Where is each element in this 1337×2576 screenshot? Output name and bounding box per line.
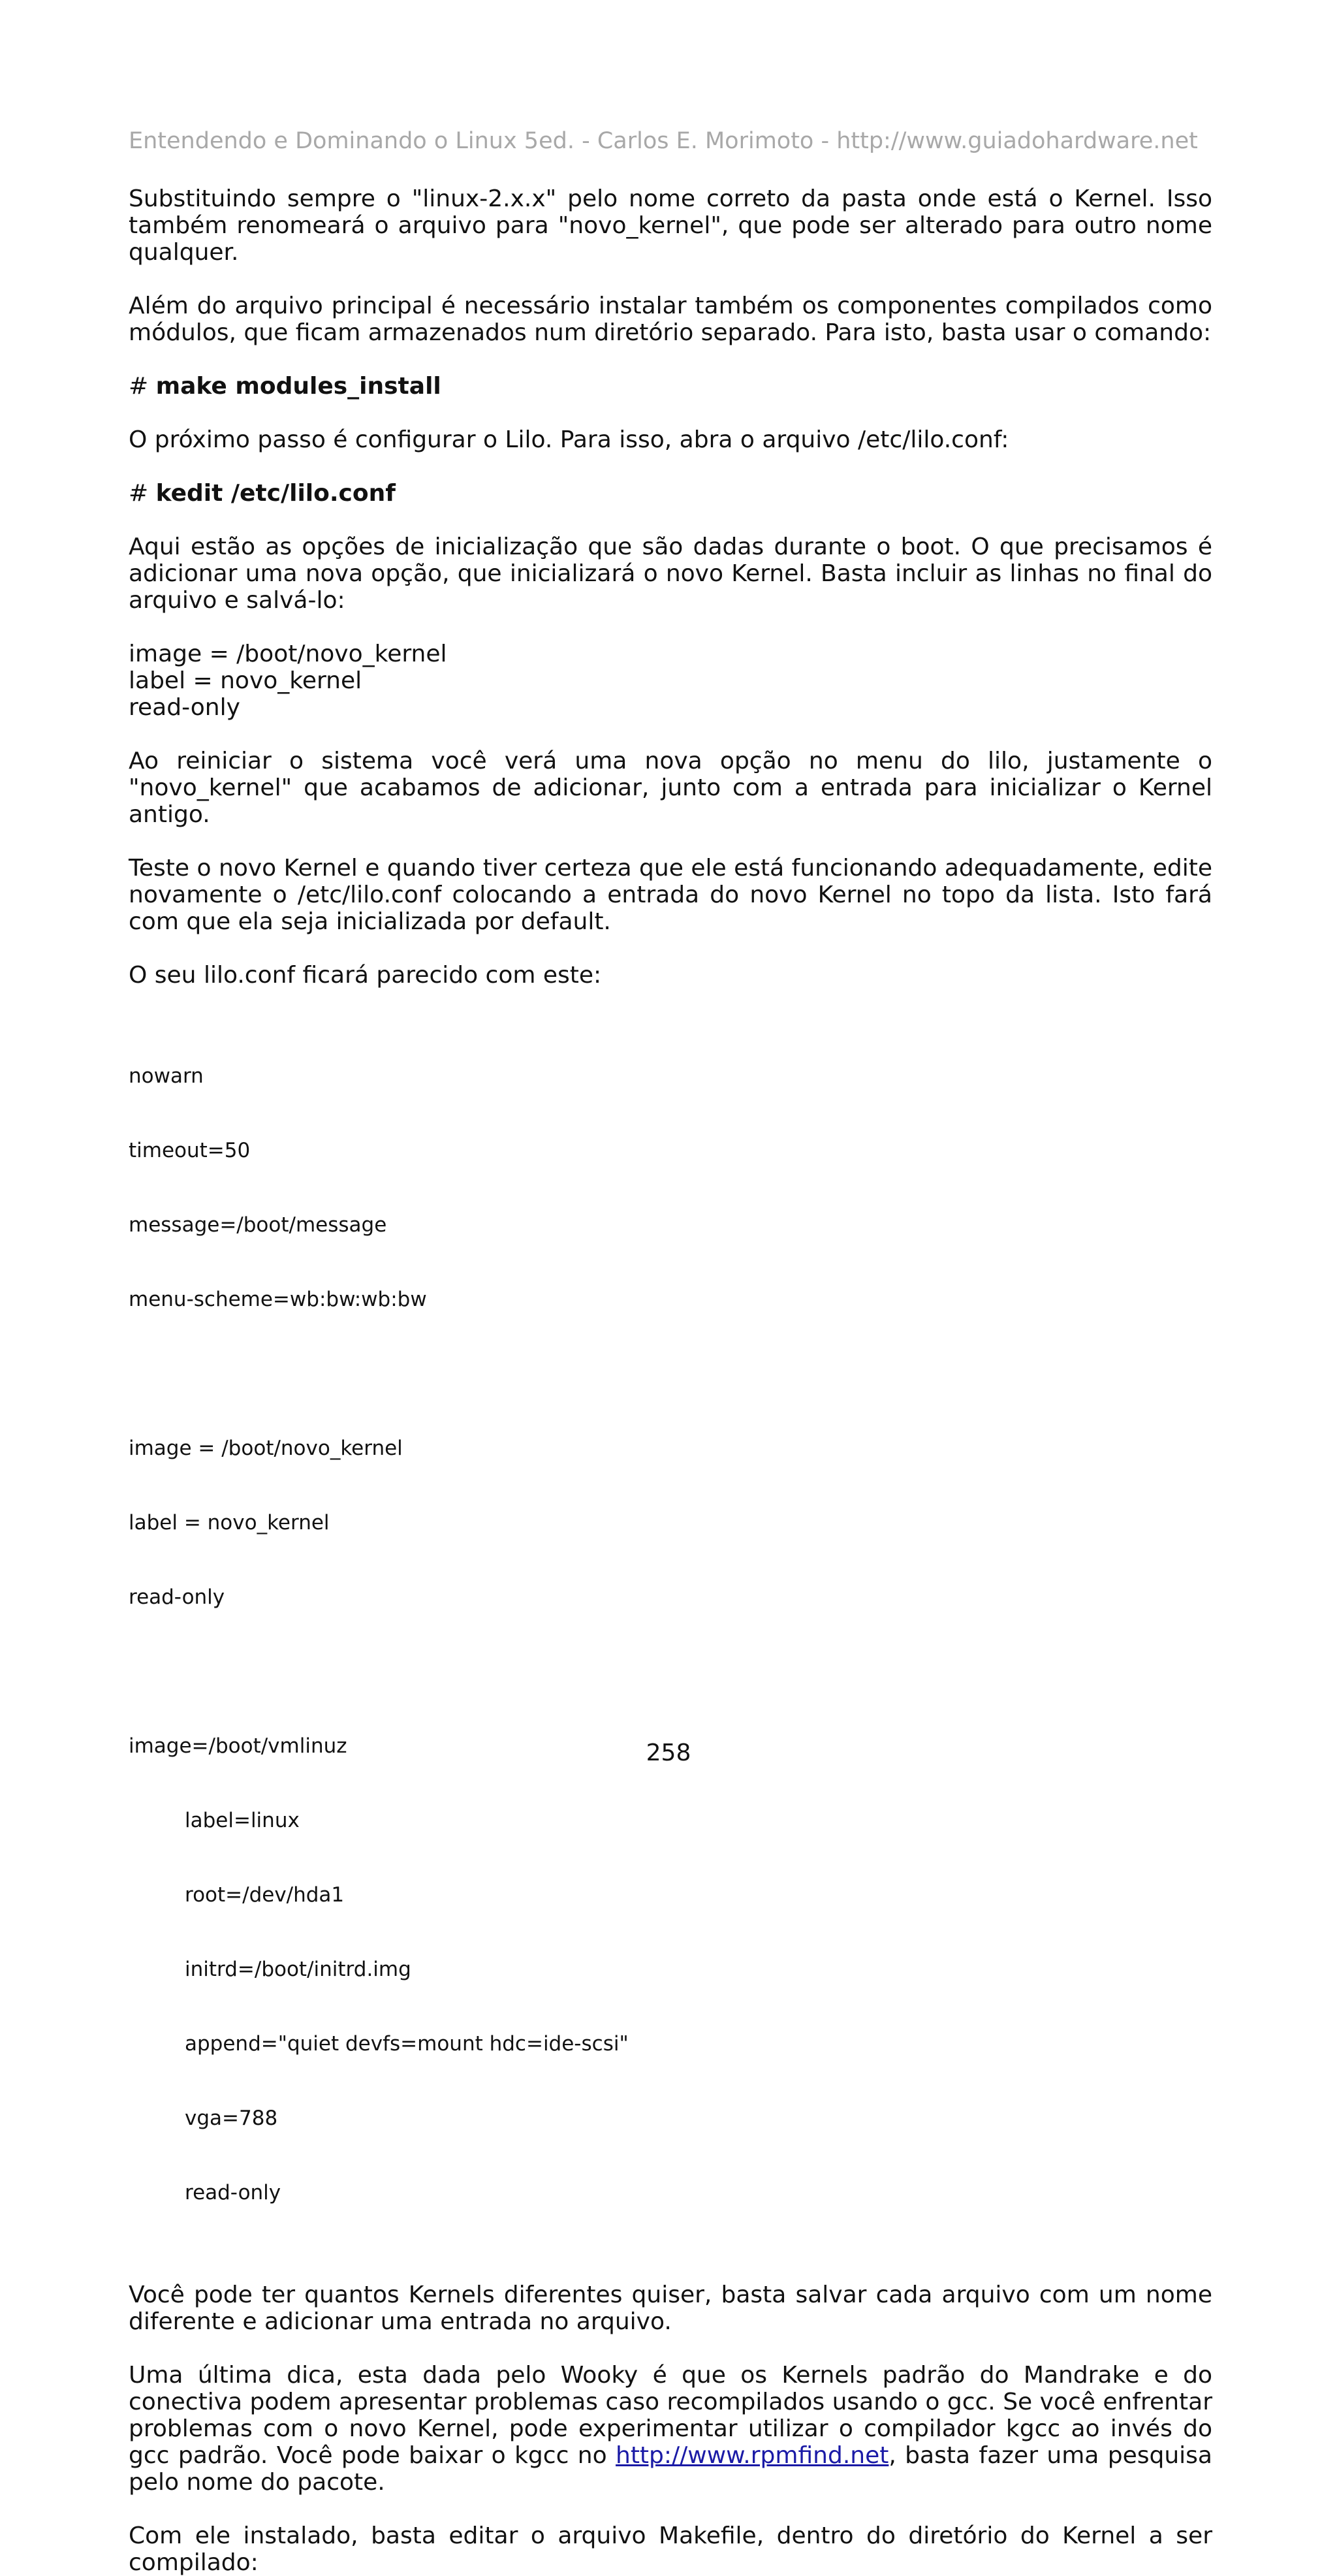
- code-line: nowarn: [129, 1064, 204, 1088]
- paragraph-8: Você pode ter quantos Kernels diferentes quiser, basta salvar cada arquivo com um nome diferente e adicionar uma entrada no arquivo.: [129, 2282, 1212, 2335]
- command-text: kedit /etc/lilo.conf: [155, 480, 396, 507]
- lilo-conf-listing: [129, 1014, 1212, 2255]
- code-line: root=/dev/hda1: [185, 1883, 345, 1907]
- code-block-global: [129, 1014, 1212, 1361]
- snippet-line: read-only: [129, 694, 240, 721]
- paragraph-7: O seu lilo.conf ficará parecido com este:: [129, 962, 602, 989]
- paragraph-5: Ao reiniciar o sistema você verá uma nova opção no menu do lilo, justamente o "novo_kernel" que acabamos de adicionar, junto com a entrada para inicializar o Kernel antigo.: [129, 748, 1212, 828]
- code-line: read-only: [129, 1585, 225, 1609]
- command-make-modules-install: [129, 373, 1212, 400]
- paragraph-9: [129, 2362, 1212, 2496]
- code-line: label=linux: [185, 1809, 300, 1832]
- code-line: menu-scheme=wb:bw:wb:bw: [129, 1288, 427, 1311]
- running-header: Entendendo e Dominando o Linux 5ed. - Carlos E. Morimoto - http://www.guiadohardware.net: [129, 128, 1198, 154]
- code-line: label = novo_kernel: [129, 1511, 330, 1534]
- paragraph-3: O próximo passo é configurar o Lilo. Para isso, abra o arquivo /etc/lilo.conf:: [129, 426, 1009, 453]
- rpmfind-link[interactable]: http://www.rpmfind.net: [616, 2442, 889, 2469]
- snippet-line: image = /boot/novo_kernel: [129, 641, 447, 667]
- paragraph-1: Substituindo sempre o "linux-2.x.x" pelo nome correto da pasta onde está o Kernel. Isso também renomeará o arquivo para "novo_kernel", que pode ser alterado para outro nome qualquer.: [129, 185, 1212, 266]
- snippet-line: label = novo_kernel: [129, 667, 362, 694]
- command-prompt: #: [129, 373, 156, 400]
- paragraph-4: Aqui estão as opções de inicialização que são dadas durante o boot. O que precisamos é adicionar uma nova opção, que inicializará o novo Kernel. Basta incluir as linhas no final do arquivo e salvá-lo:: [129, 533, 1212, 614]
- command-text: make modules_install: [155, 373, 441, 400]
- code-line: vga=788: [185, 2107, 278, 2130]
- code-line: initrd=/boot/initrd.img: [185, 1958, 411, 1981]
- code-line: timeout=50: [129, 1139, 251, 1162]
- paragraph-6: Teste o novo Kernel e quando tiver certeza que ele está funcionando adequadamente, edite novamente o /etc/lilo.conf colocando a entrada do novo Kernel no topo da lista. Isto fará com que ela seja inicializada por default.: [129, 855, 1212, 935]
- code-block-new-entry: [129, 1386, 1212, 1659]
- command-kedit-lilo: [129, 480, 1212, 507]
- paragraph-9-text-end: , basta fazer uma pesquisa pelo nome do pacote.: [129, 2442, 1212, 2496]
- lilo-entry-snippet: [129, 641, 1212, 721]
- code-block-old-entry: [129, 1684, 1212, 2255]
- command-prompt: #: [129, 480, 156, 507]
- code-line: image=/boot/vmlinuz: [129, 1734, 347, 1758]
- page-number: 258: [646, 1740, 691, 1766]
- code-line: image = /boot/novo_kernel: [129, 1437, 403, 1460]
- page-body: [129, 185, 1212, 2576]
- paragraph-2: Além do arquivo principal é necessário instalar também os componentes compilados como módulos, que ficam armazenados num diretório separado. Para isto, basta usar o comando:: [129, 293, 1212, 346]
- code-line: append="quiet devfs=mount hdc=ide-scsi": [185, 2032, 629, 2056]
- paragraph-9-text: Uma última dica, esta dada pelo Wooky é que os Kernels padrão do Mandrake e do conectiva podem apresentar problemas caso recompilados usando o gcc. Se você enfrentar problemas com o novo Kernel, pode experimentar utilizar o compilador kgcc ao invés do gcc padrão. Você pode baixar o kgcc no: [129, 2362, 1212, 2469]
- code-line: read-only: [185, 2181, 281, 2204]
- code-line: message=/boot/message: [129, 1213, 387, 1237]
- paragraph-10: Com ele instalado, basta editar o arquivo Makefile, dentro do diretório do Kernel a ser compilado:: [129, 2522, 1212, 2576]
